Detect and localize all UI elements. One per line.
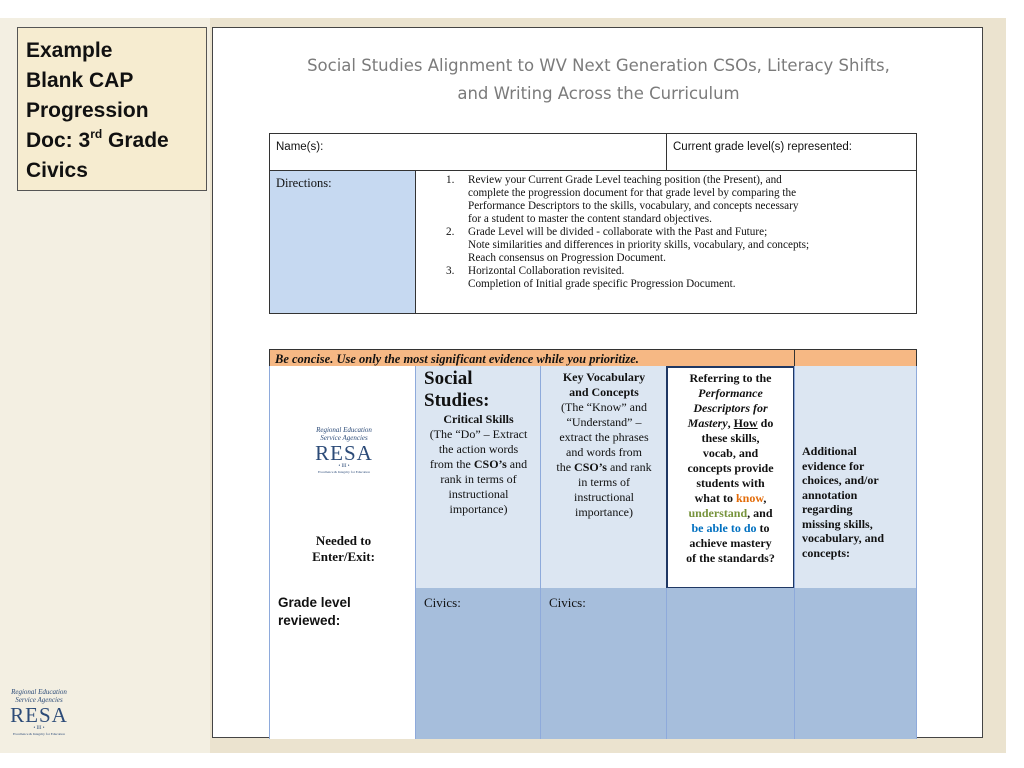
vocab-desc-line-3: extract the phrases: [559, 430, 649, 444]
vocab-desc-line-6: in terms of: [578, 475, 630, 489]
critical-skills-label: Critical Skills: [443, 412, 514, 426]
civics-vocab-cell: [540, 588, 667, 739]
social-desc-from: from the: [429, 457, 474, 471]
direction-2-line-1: Grade Level will be divided - collaborate with the Past and Future;: [468, 226, 768, 238]
additional-line-2: evidence for: [802, 458, 865, 473]
grade-reviewed-cell: [269, 588, 416, 739]
document-title: [213, 52, 984, 108]
slide-title-sup: rd: [90, 127, 103, 141]
direction-2-line-2: Note similarities and differences in priority skills, vocabulary, and concepts;: [468, 239, 810, 251]
concise-banner-text: Be concise. Use only the most significant evidence while you prioritize.: [275, 352, 639, 366]
vocab-header: [540, 366, 667, 589]
refer-know: know: [735, 491, 764, 505]
resa-logo-small: [6, 688, 72, 737]
slide-title-line-1: Example: [26, 39, 113, 62]
refer-line-8: students with: [696, 476, 765, 490]
grade-label: Current grade level(s) represented:: [673, 141, 852, 153]
slide-title-grade: Grade: [102, 129, 169, 152]
needed-label-line-1: Needed to: [315, 533, 372, 548]
slide-title-line-4: [26, 126, 198, 156]
refer-line-3: Descriptors for: [693, 401, 768, 415]
direction-3-line-1: Horizontal Collaboration revisited.: [468, 265, 625, 277]
additional-line-7: vocabulary, and: [802, 531, 885, 545]
logo-tagline: Excellence & Integrity for Education: [318, 470, 370, 474]
refer-line-5: these skills,: [701, 431, 760, 445]
direction-item-3: [440, 265, 912, 291]
refer-line-12: achieve mastery: [689, 536, 772, 550]
refer-and: , and: [747, 506, 773, 520]
direction-item-1: [440, 174, 912, 226]
direction-item-2: [440, 226, 912, 265]
additional-line-1: Additional: [802, 444, 857, 458]
civics-social-cell: [415, 588, 541, 739]
additional-line-3: choices, and/or: [802, 473, 879, 487]
refer-be-able: be able to do: [691, 521, 757, 535]
vocab-desc-line-4: and words from: [566, 445, 642, 459]
concise-banner: [269, 349, 795, 367]
slide-title-line-5: Civics: [26, 159, 88, 182]
grade-reviewed-line-1: Grade level: [278, 595, 351, 610]
name-label: Name(s):: [276, 141, 324, 153]
logo-small-name: RESA: [10, 703, 68, 727]
social-desc-line-6: importance): [449, 502, 508, 516]
refer-line-11: [668, 521, 793, 536]
logo-small-roman: • III •: [33, 726, 45, 731]
refer-to: to: [756, 521, 770, 535]
logo-roman: • III •: [338, 464, 350, 469]
vocab-desc-line-2: “Understand” –: [566, 415, 642, 429]
document-page: [212, 27, 983, 738]
refer-how: How: [733, 416, 758, 430]
social-desc-and: and: [506, 457, 528, 471]
social-desc-line-3: [416, 457, 541, 472]
vocab-desc-and-rank: and rank: [606, 460, 652, 474]
vocab-desc-the: the: [556, 460, 575, 474]
direction-num-3: 3.: [446, 265, 455, 277]
refer-line-1: Referring to the: [689, 371, 772, 385]
logo-name: RESA: [315, 441, 373, 465]
additional-body-cell: [794, 588, 917, 739]
social-desc-line-4: rank in terms of: [440, 472, 517, 486]
additional-header: [794, 366, 917, 589]
grade-reviewed-line-2: reviewed:: [278, 613, 341, 628]
refer-line-4: [668, 416, 793, 431]
refer-mastery: Mastery: [687, 416, 728, 430]
direction-1-line-4: for a student to master the content standard objectives.: [468, 213, 712, 225]
directions-label-cell: [269, 170, 416, 314]
refer-line-7: concepts provide: [687, 461, 774, 475]
slide-title-doc: Doc: 3: [26, 129, 91, 152]
refer-do: do: [757, 416, 774, 430]
civics-social-label: Civics:: [424, 595, 461, 610]
direction-3-line-2: Completion of Initial grade specific Progression Document.: [468, 278, 736, 290]
logo-line2: Service Agencies: [320, 434, 368, 442]
social-desc-cso: CSO’s: [473, 457, 507, 471]
vocab-desc-line-8: importance): [575, 505, 633, 519]
needed-label-line-2: Enter/Exit:: [312, 549, 375, 564]
additional-line-4: annotation: [802, 487, 858, 502]
refer-know-comma: ,: [763, 491, 767, 505]
refer-line-2: Performance: [698, 386, 763, 400]
social-desc-line-5: instructional: [448, 487, 509, 501]
additional-line-5: regarding: [802, 502, 853, 516]
document-title-line-2: and Writing Across the Curriculum: [457, 84, 740, 103]
resa-logo: [304, 426, 384, 475]
referring-header: [666, 366, 795, 589]
direction-num-1: 1.: [446, 174, 455, 186]
logo-small-line1: Regional Education: [11, 688, 67, 696]
banner-empty-cell: [794, 349, 917, 367]
refer-line-10: [668, 506, 793, 521]
slide-title-line-3: Progression: [26, 99, 149, 122]
directions-cell: [415, 170, 917, 314]
vocab-desc-line-7: instructional: [574, 490, 634, 504]
slide-title-box: [17, 27, 207, 191]
document-title-line-1: Social Studies Alignment to WV Next Generation CSOs, Literacy Shifts,: [307, 56, 890, 75]
vocab-title-1: Key Vocabulary: [562, 370, 646, 384]
additional-line-8: concepts:: [802, 545, 850, 560]
social-studies-title-1: Social: [424, 368, 473, 389]
social-desc-line-2: the action words: [438, 442, 519, 456]
logo-small-tagline: Excellence & Integrity for Education: [13, 732, 65, 736]
direction-num-2: 2.: [446, 226, 455, 238]
social-studies-title-2: Studies:: [424, 390, 490, 411]
vocab-desc-cso: CSO’s: [574, 460, 607, 474]
direction-1-line-1: Review your Current Grade Level teaching position (the Present), and: [468, 174, 782, 186]
referring-body-cell: [666, 588, 795, 739]
direction-2-line-3: Reach consensus on Progression Document.: [468, 252, 666, 264]
refer-understand: understand: [688, 506, 748, 520]
refer-what-to: what to: [694, 491, 736, 505]
refer-comma: ,: [727, 416, 734, 430]
direction-1-line-2: complete the progression document for that grade level by comparing the: [468, 187, 797, 199]
grade-cell: [666, 133, 917, 171]
vocab-title-2: and Concepts: [569, 385, 639, 399]
social-desc-line-1: (The “Do” – Extract: [429, 427, 528, 441]
refer-line-13: of the standards?: [686, 551, 775, 565]
needed-cell: [269, 366, 416, 589]
refer-line-9: [668, 491, 793, 506]
directions-list: [440, 174, 912, 291]
direction-1-line-3: Performance Descriptors to the skills, vocabulary, and concepts necessary: [468, 200, 799, 212]
social-studies-header: [415, 366, 541, 589]
refer-line-6: vocab, and: [702, 446, 759, 460]
logo-small-line2: Service Agencies: [15, 696, 63, 704]
vocab-desc-line-1: (The “Know” and: [561, 400, 647, 414]
civics-vocab-label: Civics:: [549, 595, 586, 610]
needed-label: [270, 533, 417, 565]
vocab-desc-line-5: [541, 460, 667, 475]
directions-label: Directions:: [276, 176, 332, 190]
slide-title-line-2: Blank CAP: [26, 69, 134, 92]
logo-line1: Regional Education: [316, 426, 372, 434]
additional-line-6: missing skills,: [802, 516, 873, 531]
name-cell: [269, 133, 667, 171]
